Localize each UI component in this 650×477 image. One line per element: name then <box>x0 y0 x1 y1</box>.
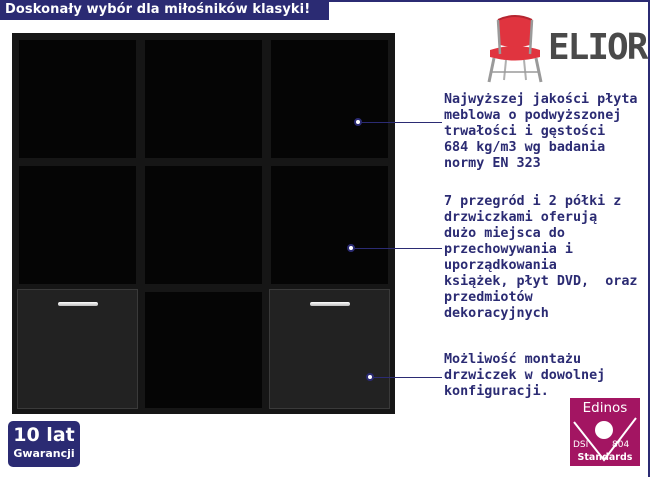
shelf-compartment <box>19 166 136 284</box>
bookcase-image <box>12 33 395 414</box>
certificate-title: Edinos <box>582 400 628 416</box>
certificate-standards: Standards <box>577 452 633 463</box>
callout-dot <box>354 118 362 126</box>
feature-text-material: Najwyższej jakości płyta meblowa o podwyższonej trwałości i gęstości 684 kg/m3 wg badania normy EN 323 <box>444 92 638 171</box>
chair-icon <box>484 12 546 84</box>
cabinet-door-left <box>17 289 138 409</box>
callout-line <box>355 248 442 249</box>
shelf-compartment <box>271 166 388 284</box>
promo-banner-text: Doskonały wybór dla miłośników klasyki! <box>5 2 311 17</box>
callout-dot <box>366 373 374 381</box>
certificate-dsi: DSI <box>573 440 589 450</box>
promo-banner <box>0 0 329 20</box>
certificate-number: 804 <box>612 440 630 450</box>
feature-text-storage: 7 przegród i 2 półki z drzwiczkami oferują dużo miejsca do przechowywania i uporządkowania książek, płyt DVD, oraz przedmiotów dekoracyjnych <box>444 194 638 321</box>
callout-line <box>362 122 442 123</box>
shelf-compartment <box>271 40 388 158</box>
shelf-compartment <box>19 40 136 158</box>
cabinet-door-right <box>269 289 390 409</box>
brand-logo-text: ELIOR <box>548 27 647 68</box>
shelf-compartment <box>145 292 262 408</box>
door-handle <box>58 302 98 306</box>
shelf-compartment <box>145 40 262 158</box>
door-handle <box>310 302 350 306</box>
top-divider <box>329 0 650 2</box>
warranty-label: Gwarancji <box>13 447 75 460</box>
warranty-years: 10 lat <box>13 424 75 446</box>
shelf-compartment <box>145 166 262 284</box>
warranty-badge <box>8 421 80 467</box>
callout-dot <box>347 244 355 252</box>
feature-text-doors: Możliwość montażu drzwiczek w dowolnej konfiguracji. <box>444 352 606 399</box>
callout-line <box>374 377 442 378</box>
certificate-badge <box>570 398 640 466</box>
